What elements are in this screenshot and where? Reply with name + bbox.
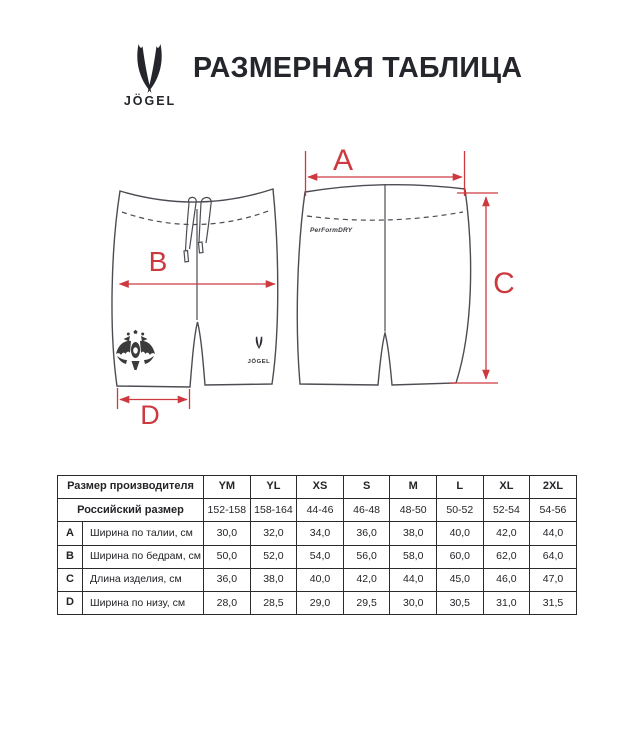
measure-value-cell: 56,0	[343, 545, 390, 568]
measure-value-cell: 46,0	[483, 568, 530, 591]
brand-wordmark: JÖGEL	[123, 94, 177, 108]
dim-label-c: C	[493, 267, 515, 300]
russian-size-cell: 158-164	[250, 499, 297, 522]
jogel-mini-wordmark: JÖGEL	[247, 359, 271, 365]
dim-label-a: A	[332, 144, 354, 177]
measure-value-cell: 30,0	[390, 591, 437, 614]
measure-row-c	[58, 568, 577, 591]
measure-row-a	[58, 522, 577, 545]
measure-value-cell: 58,0	[390, 545, 437, 568]
size-code-cell: XS	[297, 476, 344, 499]
measure-value-cell: 50,0	[204, 545, 251, 568]
measure-value-cell: 31,5	[530, 591, 577, 614]
manufacturer-size-row	[58, 476, 577, 499]
page-title: РАЗМЕРНАЯ ТАБЛИЦА	[193, 52, 523, 84]
size-code-cell: YM	[204, 476, 251, 499]
measure-label-cell: Ширина по низу, см	[83, 591, 204, 614]
measure-value-cell: 31,0	[483, 591, 530, 614]
measure-value-cell: 44,0	[530, 522, 577, 545]
measure-letter-cell: C	[58, 568, 83, 591]
measure-value-cell: 54,0	[297, 545, 344, 568]
measure-letter-cell: B	[58, 545, 83, 568]
measure-value-cell: 40,0	[297, 568, 344, 591]
measure-row-d	[58, 591, 577, 614]
measure-value-cell: 42,0	[483, 522, 530, 545]
measure-value-cell: 32,0	[250, 522, 297, 545]
russian-size-cell: 48-50	[390, 499, 437, 522]
measure-value-cell: 36,0	[204, 568, 251, 591]
shorts-back-view	[297, 184, 470, 385]
russian-size-cell: 46-48	[343, 499, 390, 522]
measure-letter-cell: D	[58, 591, 83, 614]
shorts-front-view	[112, 189, 278, 387]
russian-size-cell: 152-158	[204, 499, 251, 522]
size-table	[57, 475, 577, 615]
measure-value-cell: 38,0	[390, 522, 437, 545]
measure-value-cell: 30,0	[204, 522, 251, 545]
measure-value-cell: 29,5	[343, 591, 390, 614]
russian-size-cell: 50-52	[437, 499, 484, 522]
measure-value-cell: 64,0	[530, 545, 577, 568]
size-code-cell: XL	[483, 476, 530, 499]
measure-value-cell: 42,0	[343, 568, 390, 591]
size-code-cell: 2XL	[530, 476, 577, 499]
dim-label-d: D	[140, 400, 160, 430]
russian-size-cell: 54-56	[530, 499, 577, 522]
measure-row-b	[58, 545, 577, 568]
size-code-cell: S	[343, 476, 390, 499]
measure-value-cell: 62,0	[483, 545, 530, 568]
russian-size-cell: 44-46	[297, 499, 344, 522]
measure-value-cell: 47,0	[530, 568, 577, 591]
measure-value-cell: 44,0	[390, 568, 437, 591]
measure-value-cell: 40,0	[437, 522, 484, 545]
measure-value-cell: 45,0	[437, 568, 484, 591]
measure-value-cell: 34,0	[297, 522, 344, 545]
size-code-cell: YL	[250, 476, 297, 499]
measure-letter-cell: A	[58, 522, 83, 545]
measure-value-cell: 60,0	[437, 545, 484, 568]
manufacturer-size-label: Размер производителя	[58, 476, 204, 499]
performdry-label: PerFormDRY	[310, 227, 353, 234]
measure-value-cell: 36,0	[343, 522, 390, 545]
size-code-cell: M	[390, 476, 437, 499]
measure-value-cell: 38,0	[250, 568, 297, 591]
size-code-cell: L	[437, 476, 484, 499]
measure-value-cell: 29,0	[297, 591, 344, 614]
russian-size-label: Российский размер	[58, 499, 204, 522]
measure-value-cell: 28,0	[204, 591, 251, 614]
measure-label-cell: Длина изделия, см	[83, 568, 204, 591]
measure-label-cell: Ширина по талии, см	[83, 522, 204, 545]
russian-size-row	[58, 499, 577, 522]
dim-label-b: B	[148, 246, 168, 277]
measure-label-cell: Ширина по бедрам, см	[83, 545, 204, 568]
russian-size-cell: 52-54	[483, 499, 530, 522]
measure-value-cell: 30,5	[437, 591, 484, 614]
measure-value-cell: 52,0	[250, 545, 297, 568]
measure-value-cell: 28,5	[250, 591, 297, 614]
